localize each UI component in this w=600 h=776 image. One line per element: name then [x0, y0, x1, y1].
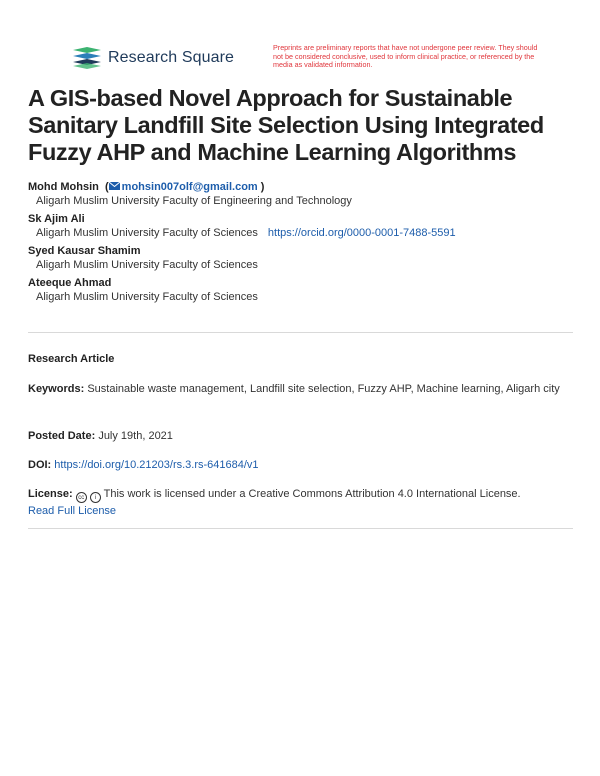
author-affiliation: Aligarh Muslim University Faculty of Sciences [36, 291, 258, 303]
author-list [28, 180, 578, 308]
article-type: Research Article [28, 353, 115, 365]
preprint-disclaimer: Preprints are preliminary reports that have not undergone peer review. They should not be considered conclusive, used to inform clinical practice, or referenced by the media as validated information. [273, 43, 538, 70]
doi [28, 457, 578, 473]
keywords-value: Sustainable waste management, Landfill site selection, Fuzzy AHP, Machine learning, Aligarh city [87, 383, 560, 395]
author-entry [28, 212, 578, 240]
license-text: This work is licensed under a Creative Commons Attribution 4.0 International License. [103, 488, 521, 500]
divider [28, 332, 573, 333]
header [0, 0, 600, 80]
author-affiliation: Aligarh Muslim University Faculty of Engineering and Technology [36, 195, 352, 207]
logo-text: Research Square [108, 49, 235, 66]
author-entry [28, 244, 578, 272]
author-affiliation: Aligarh Muslim University Faculty of Sciences [36, 259, 258, 271]
author-entry: Mohd Mohsin ( mohsin007olf@gmail.com ) Aligarh Muslim University Faculty of Engineering and Technology [28, 180, 578, 208]
author-name: Mohd Mohsin [28, 181, 99, 193]
doi-link[interactable]: https://doi.org/10.21203/rs.3.rs-641684/v1 [54, 459, 259, 471]
author-email-link[interactable]: mohsin007olf@gmail.com [121, 181, 258, 193]
orcid-link[interactable]: https://orcid.org/0000-0001-7488-5591 [267, 227, 456, 239]
posted-date [28, 428, 578, 444]
license-label: License: [28, 488, 73, 500]
author-name: Syed Kausar Shamim [28, 245, 141, 257]
posted-date-value: July 19th, 2021 [98, 430, 173, 442]
cc-by-icon: i [90, 492, 101, 503]
paper-title: A GIS-based Novel Approach for Sustainable Sanitary Landfill Site Selection Using Integrated Fuzzy AHP and Machine Learning Algorithms [28, 85, 544, 165]
keywords-label: Keywords: [28, 383, 85, 395]
research-square-logo-icon [73, 47, 101, 69]
read-full-license-link[interactable]: Read Full License [28, 505, 117, 517]
author-affiliation: Aligarh Muslim University Faculty of Sciences [36, 227, 258, 239]
author-name: Ateeque Ahmad [28, 277, 112, 289]
posted-date-label: Posted Date: [28, 430, 96, 442]
license [28, 486, 578, 519]
author-name: Sk Ajim Ali [28, 213, 85, 225]
keywords [28, 381, 578, 397]
doi-label: DOI: [28, 459, 52, 471]
research-square-logo[interactable] [73, 47, 234, 69]
divider [28, 528, 573, 529]
mail-icon [109, 182, 120, 190]
cc-icon: cc [76, 492, 87, 503]
author-entry [28, 276, 578, 304]
